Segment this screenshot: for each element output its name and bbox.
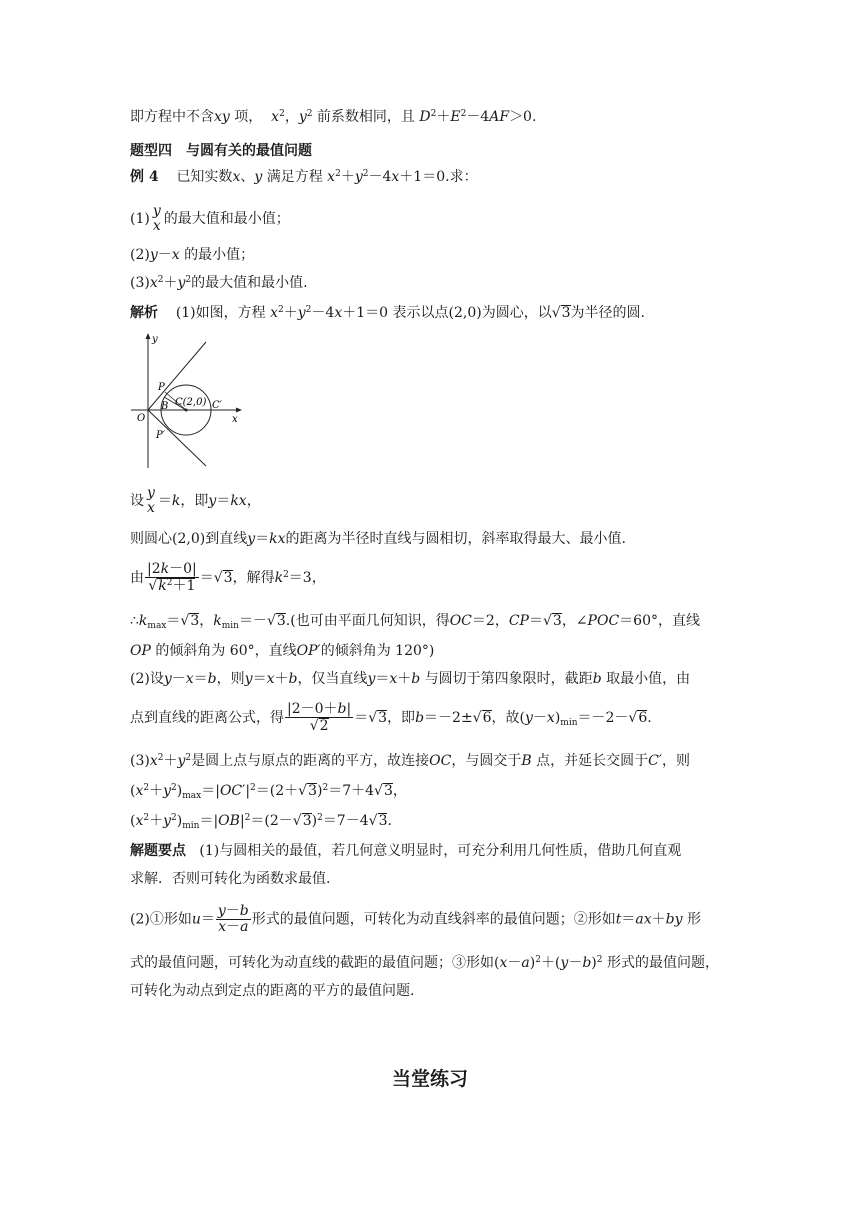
solution-text-b: ＝0 表示以点(2,0)为圆心，以 bbox=[365, 305, 552, 321]
solution-text-c: 为半径的圆. bbox=[570, 305, 645, 321]
tips-line4: 式的最值问题，可转化为动直线的截距的最值问题；③形如$(x-a)^2+(y-b)^2$ 形式的最值问题， bbox=[130, 955, 719, 971]
p2-g: ，即 bbox=[387, 710, 416, 726]
step-set-d: ， bbox=[246, 493, 261, 509]
tips-t3b: 形式的最值问题， bbox=[606, 955, 719, 971]
step-set-c: ，即 bbox=[180, 493, 209, 509]
tips-t2c: 形 bbox=[686, 911, 701, 928]
p3-a: (3) bbox=[130, 753, 150, 769]
step-note-b: ，∠ bbox=[561, 613, 588, 629]
label-p: P bbox=[158, 382, 165, 393]
p2-c: ，仅当直线 bbox=[297, 671, 368, 687]
label-y: y bbox=[152, 334, 158, 345]
q1-prefix: (1) bbox=[130, 211, 150, 227]
question-1: (1) y x 的最大值和最小值； bbox=[130, 203, 290, 234]
tips-t2a: (2)①形如 bbox=[130, 911, 192, 928]
example-text-c: ＝0.求： bbox=[422, 169, 478, 185]
tips-t2b: 形式的最值问题，可转化为动直线斜率的最值问题；②形如 bbox=[251, 911, 616, 928]
intro-text-a: 即方程中不含 bbox=[130, 109, 214, 125]
part3-max: $(x^2+y^2)_{max}=|OC'|^2=(2+√3)^2=7+4√3$， bbox=[130, 783, 407, 801]
step-therefore: ∴ bbox=[130, 613, 139, 629]
tips-line1 bbox=[130, 840, 681, 862]
intro-text-d: ＞0. bbox=[509, 109, 537, 125]
example-label: 例 4 bbox=[130, 169, 159, 185]
q1-text: 的最大值和最小值； bbox=[163, 211, 290, 227]
question-3: $(3)x^2+y^2$的最大值和最小值. bbox=[130, 275, 308, 291]
step-set-b: ＝ bbox=[157, 493, 172, 509]
section-title-text: 题型四 与圆有关的最值问题 bbox=[130, 143, 312, 159]
question-2: (2)y－x 的最小值； bbox=[130, 247, 255, 263]
tips-line2 bbox=[130, 868, 330, 890]
tips-t4: 可转化为动点到定点的距离的平方的最值问题. bbox=[130, 983, 415, 999]
p2-e: 取最小值，由 bbox=[606, 671, 691, 687]
q2-prefix: (2) bbox=[130, 247, 150, 263]
p2-b: ，则 bbox=[216, 671, 245, 687]
step-op-a: 的倾斜角为 60°，直线 bbox=[155, 643, 297, 659]
intro-text-b: 项， bbox=[234, 109, 263, 125]
step-note-c: ＝60°，直线 bbox=[619, 613, 700, 629]
solution-text-a: (1)如图，方程 bbox=[175, 305, 266, 321]
solution-label: 解析 bbox=[130, 305, 158, 321]
part3-min: $(x^2+y^2)_{min}=|OB|^2=(2-√3)^2=7-4√3$. bbox=[130, 813, 392, 831]
step-tangent-a: 则圆心(2,0)到直线 bbox=[130, 531, 248, 547]
step-k-range: $\therefore k_{max}=√3$，$k_{min}=-√3$.(也可由平面几何知识，得OC＝2，CP＝√3，∠POC＝60°，直线 bbox=[130, 613, 700, 631]
step-set-a: 设 bbox=[130, 493, 144, 509]
y-axis-arrow bbox=[146, 333, 151, 339]
center-point bbox=[185, 409, 188, 412]
part3-line1: $(3)x^2+y^2$是圆上点与原点的距离的平方，故连接OC，与圆交于B 点，并延长交圆于C′，则 bbox=[130, 753, 690, 769]
tips-label: 解题要点 bbox=[130, 843, 186, 859]
tips-t3a: 式的最值问题，可转化为动直线的截距的最值问题；③形如 bbox=[130, 955, 494, 971]
intro-line: 即方程中不含xy 项， $x^2$，$y^2$ 前系数相同，且 $D^2+E^2-4AF>0$. bbox=[130, 109, 537, 125]
section-title bbox=[130, 140, 312, 162]
tips-t1: (1)与圆相关的最值，若几何意义明显时，可充分利用几何性质，借助几何直观 bbox=[199, 843, 682, 859]
step-tangent: 则圆心(2,0)到直线y＝kx的距离为半径时直线与圆相切，斜率取得最大、最小值. bbox=[130, 531, 626, 547]
step-tangent-b: 的距离为半径时直线与圆相切，斜率取得最大、最小值. bbox=[285, 531, 626, 547]
p3-c: ，与圆交于 bbox=[451, 753, 522, 769]
p2-a: (2)设 bbox=[130, 671, 164, 687]
q3-prefix: (3) bbox=[130, 275, 150, 291]
label-o: O bbox=[137, 413, 146, 424]
q3-text: 的最大值和最小值. bbox=[191, 275, 308, 291]
tips-t1b: 求解．否则可转化为函数求最值. bbox=[130, 871, 331, 887]
practice-title bbox=[0, 1064, 860, 1091]
p3-e: ，则 bbox=[662, 753, 690, 769]
practice-title-text: 当堂练习 bbox=[391, 1068, 468, 1090]
p3-b: 是圆上点与原点的距离的平方，故连接 bbox=[191, 753, 430, 769]
intro-text-c: 前系数相同，且 bbox=[316, 109, 415, 125]
label-cprime: C′ bbox=[212, 400, 222, 411]
circle-tangent-diagram bbox=[128, 330, 248, 472]
x-axis-arrow bbox=[236, 408, 242, 413]
p2-d: 与圆切于第四象限时，截距 bbox=[424, 671, 593, 687]
tips-line3: (2)①形如u＝ $\frac{y-b}{x-a}$ 形式的最值问题，可转化为动直线斜率的最值问题；②形如t＝ax＋by 形 bbox=[130, 903, 701, 935]
p2-h: ，故 bbox=[491, 710, 520, 726]
step-solve: ，解得 bbox=[232, 570, 275, 586]
step-by: 由 bbox=[130, 570, 144, 586]
example-statement: 例 4 已知实数x、y 满足方程 $x^2+y^2-4x+1=0$.求： bbox=[130, 169, 478, 185]
part2-line2: 点到直线的距离公式，得 $\frac{|2-0+b|}{√2}$ ＝√3，即b＝－2±√6，故$(y-x)_{min}=-2-√6$. bbox=[130, 701, 652, 734]
solution-1: 解析 (1)如图，方程 $x^2+y^2-4x+1=0$ 表示以点(2,0)为圆心，以√3为半径的圆. bbox=[130, 305, 645, 321]
label-pprime: P′ bbox=[156, 430, 165, 441]
example-text-a: 已知实数 bbox=[176, 169, 233, 185]
label-b: B bbox=[161, 401, 169, 412]
step-set-k: 设 y x ＝k，即y＝kx， bbox=[130, 485, 261, 516]
step-note-a: .(也可由平面几何知识，得 bbox=[285, 613, 450, 629]
p2-f: 点到直线的距离公式，得 bbox=[130, 710, 284, 726]
label-x: x bbox=[232, 414, 238, 425]
q2-text: 的最小值； bbox=[184, 247, 255, 263]
label-c: C(2,0) bbox=[175, 397, 207, 408]
part2-line1: (2)设y－x＝b，则y＝x＋b，仅当直线y＝x＋b 与圆切于第四象限时，截距b 取最小值，由 bbox=[130, 671, 691, 687]
step-op-b: 的倾斜角为 120°) bbox=[320, 643, 435, 659]
example-text-b: 满足方程 bbox=[266, 169, 323, 185]
tips-line5 bbox=[130, 980, 414, 1002]
step-inclination: OP 的倾斜角为 60°，直线OP′的倾斜角为 120°) bbox=[130, 643, 435, 659]
step-distance: 由 $\frac{|2k-0|}{√k^2+1}$ ＝√3，解得$k^2=3$， bbox=[130, 561, 326, 594]
p3-d: 点，并延长交圆于 bbox=[536, 753, 649, 769]
